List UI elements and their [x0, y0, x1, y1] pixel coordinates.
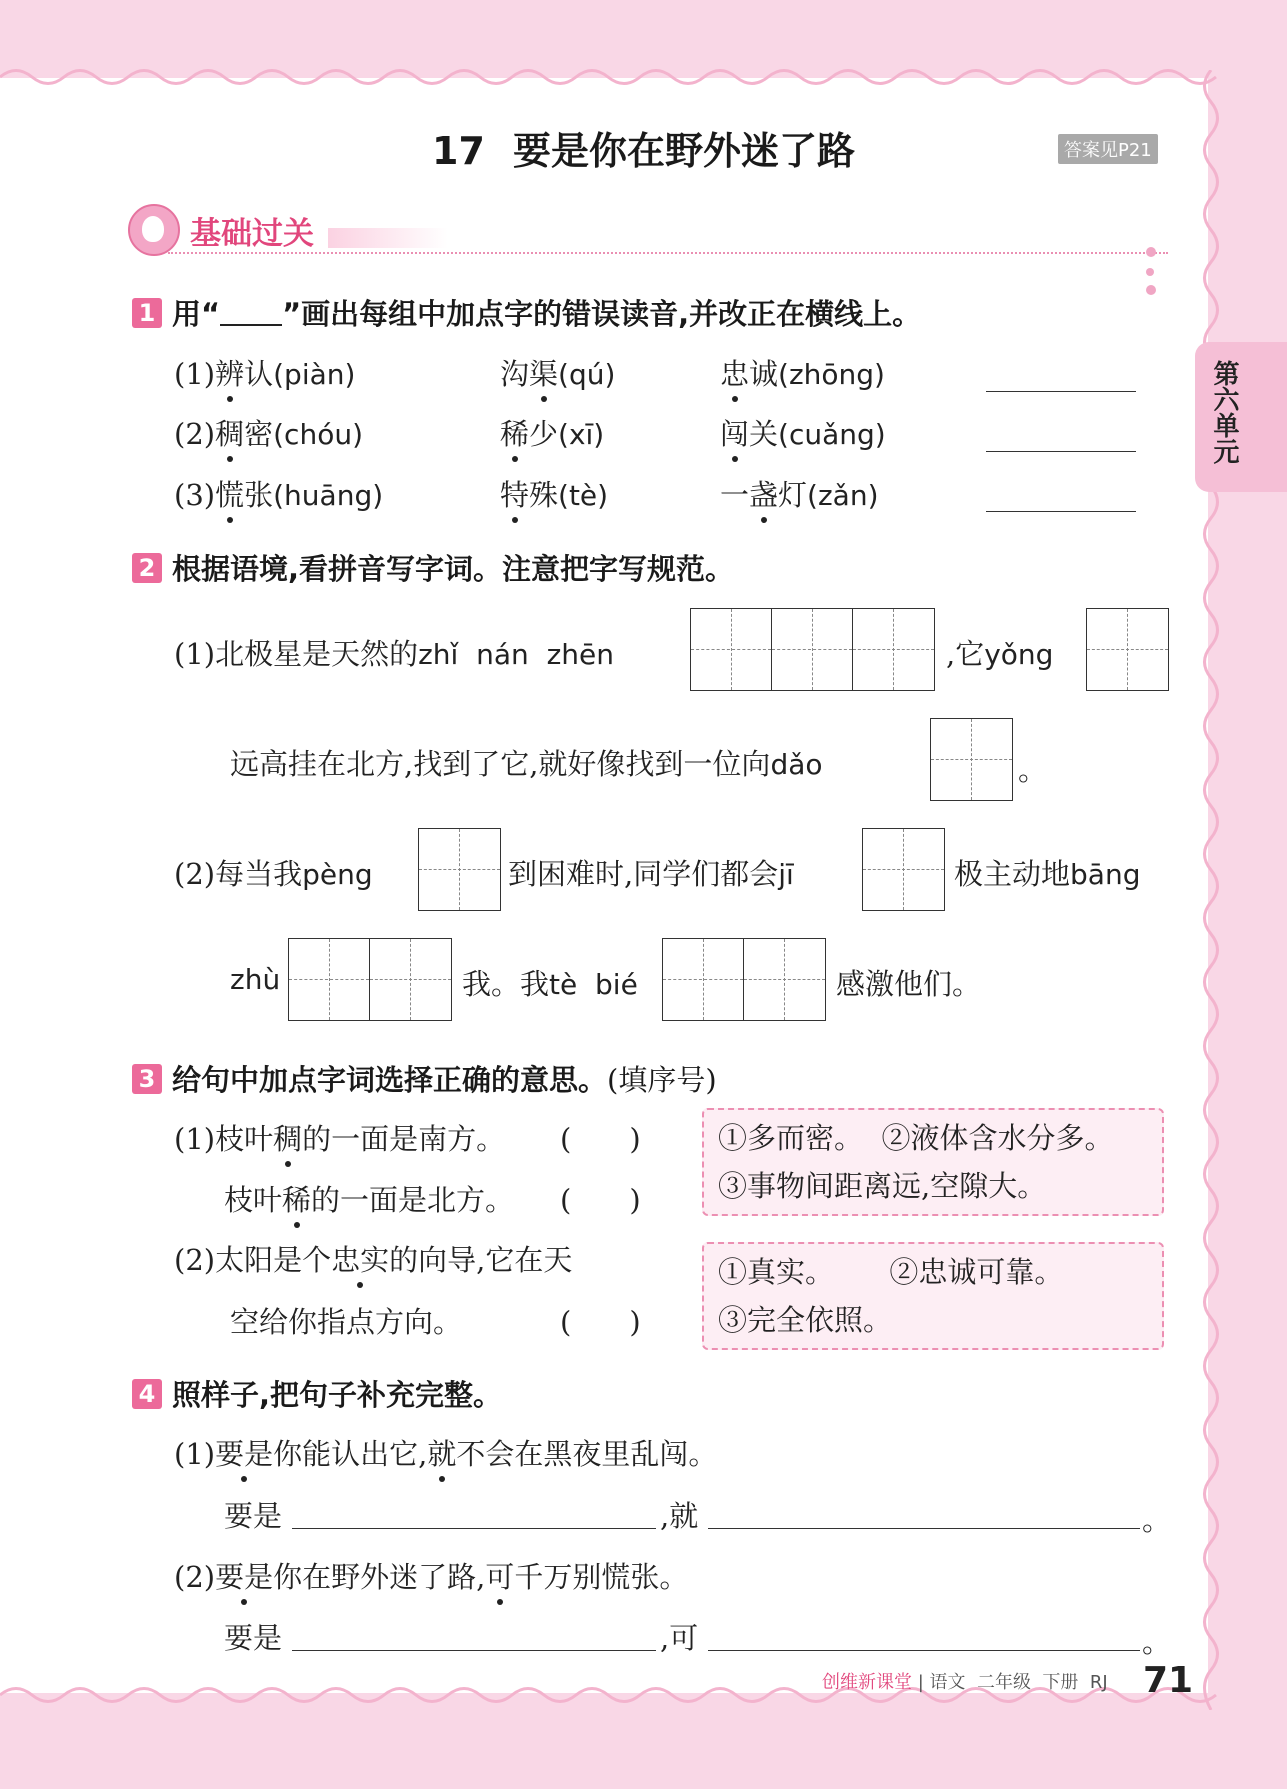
footer-info [822, 1668, 1108, 1694]
q1-answer-line-3[interactable] [986, 511, 1136, 512]
unit-tab [1195, 342, 1287, 492]
q1-row-1-col-c: 忠诚(zhōng) [720, 352, 885, 393]
unit-tab-label: 第六单元 [1209, 360, 1239, 464]
q1-answer-line-1[interactable] [986, 391, 1136, 392]
cartoon-avatar-icon [128, 204, 180, 256]
q2-write-grid-bangzhu[interactable] [288, 938, 452, 1021]
question-4-heading: 4 照样子,把句子补充完整。 [132, 1373, 502, 1414]
q2-write-grid-dao[interactable] [930, 718, 1013, 801]
q2-write-grid-peng[interactable] [418, 828, 501, 911]
section-header [128, 204, 1168, 254]
question-number-badge: 1 [132, 298, 162, 328]
q2-p1-text-c: 远高挂在北方,找到了它,就好像找到一位向dǎo [230, 747, 823, 781]
lesson-number: 17 [432, 129, 485, 173]
question-number-badge: 2 [132, 553, 162, 583]
q2-p2-zhu: zhù [230, 963, 281, 996]
q1-row-3-col-b: 特殊(tè) [500, 473, 608, 514]
decorative-dots-icon [1146, 242, 1168, 299]
q4-fill-1-blank-a[interactable] [292, 1528, 656, 1529]
section-label: 基础过关 [190, 216, 314, 252]
q2-write-grid-tebie[interactable] [662, 938, 826, 1021]
q3-options-box-2: ①真实。 ②忠诚可靠。 ③完全依照。 [702, 1242, 1164, 1350]
q4-example-2: (2)要是你在野外迷了路,可千万别慌张。 [174, 1555, 688, 1596]
q3-sentence-2b: 空给你指点方向。 [230, 1305, 463, 1339]
q4-fill-2-blank-a[interactable] [292, 1650, 656, 1651]
q4-example-1: (1)要是你能认出它,就不会在黑夜里乱闯。 [174, 1432, 717, 1473]
q3-answer-paren-2[interactable]: ( ) [560, 1183, 641, 1217]
q4-fill-2-prefix: 要是 [224, 1621, 283, 1655]
q2-p2-text-a: (2)每当我pèng [174, 857, 373, 891]
q2-p1-end: 。 [1018, 753, 1048, 787]
q3-sentence-2a: (2)太阳是个忠实的向导,它在天 [174, 1238, 572, 1279]
footer-brand: 创维新课堂 [822, 1672, 912, 1693]
q1-row-3-col-a: (3)慌张(huāng) [174, 473, 383, 514]
footer-separator: | [917, 1672, 924, 1693]
q3-options-box-1: ①多而密。 ②液体含水分多。 ③事物间距离远,空隙大。 [702, 1108, 1164, 1216]
q4-fill-2-mid: ,可 [660, 1621, 699, 1655]
q1-row-3-col-c: 一盏灯(zǎn) [720, 473, 879, 514]
q1-row-2-col-a: (2)稠密(chóu) [174, 412, 363, 453]
q1-row-2-col-b: 稀少(xī) [500, 412, 604, 453]
q2-p2-text-b: 到困难时,同学们都会jī [508, 857, 794, 891]
q1-row-1-col-a: (1)辨认(piàn) [174, 352, 355, 393]
footer-book-info: 语文 二年级 下册 RJ [929, 1672, 1108, 1693]
q2-write-grid-ji[interactable] [862, 828, 945, 911]
q4-fill-2-blank-b[interactable] [708, 1650, 1140, 1651]
right-wave-border [1196, 70, 1226, 1710]
q3-sentence-1a: (1)枝叶稠的一面是南方。 [174, 1117, 505, 1158]
q2-p2-text-e: 感激他们。 [836, 967, 982, 1001]
dotted-divider [168, 252, 1168, 254]
q4-fill-1-prefix: 要是 [224, 1499, 283, 1533]
q4-fill-1-blank-b[interactable] [708, 1528, 1140, 1529]
q1-answer-line-2[interactable] [986, 451, 1136, 452]
q2-write-grid-zhinanzhen[interactable] [690, 608, 935, 691]
q2-p2-text-c: 极主动地bāng [954, 857, 1141, 891]
q2-p1-text-b: ,它yǒng [946, 637, 1054, 671]
q2-write-grid-yong[interactable] [1086, 608, 1169, 691]
page-number: 71 [1143, 1660, 1194, 1701]
lesson-name: 要是你在野外迷了路 [512, 129, 855, 173]
q3-answer-paren-1[interactable]: ( ) [560, 1122, 641, 1156]
top-wave-border [0, 62, 1287, 92]
question-number-badge: 4 [132, 1379, 162, 1409]
q4-fill-2-end: 。 [1142, 1625, 1172, 1659]
q2-p1-text-a: (1)北极星是天然的zhǐ nán zhēn [174, 637, 614, 671]
section-label-highlight [328, 228, 448, 248]
q4-fill-1-end: 。 [1142, 1503, 1172, 1537]
q3-sentence-1b: 枝叶稀的一面是北方。 [224, 1178, 514, 1219]
q4-fill-1-mid: ,就 [660, 1499, 699, 1533]
q1-row-2-col-c: 闯关(cuǎng) [720, 412, 886, 453]
q1-row-1-col-b: 沟渠(qú) [500, 352, 615, 393]
answer-reference-badge: 答案见P21 [1058, 134, 1158, 164]
question-1-heading: 1 用“ ”画出每组中加点字的错误读音,并改正在横线上。 [132, 292, 921, 333]
underline-sample [220, 324, 282, 326]
q3-answer-paren-3[interactable]: ( ) [560, 1305, 641, 1339]
question-number-badge: 3 [132, 1064, 162, 1094]
q2-p2-text-d: 我。我tè bié [462, 967, 638, 1001]
question-2-heading: 2 根据语境,看拼音写字词。注意把字写规范。 [132, 547, 734, 588]
question-3-heading: 3 给句中加点字词选择正确的意思。(填序号) [132, 1058, 717, 1099]
